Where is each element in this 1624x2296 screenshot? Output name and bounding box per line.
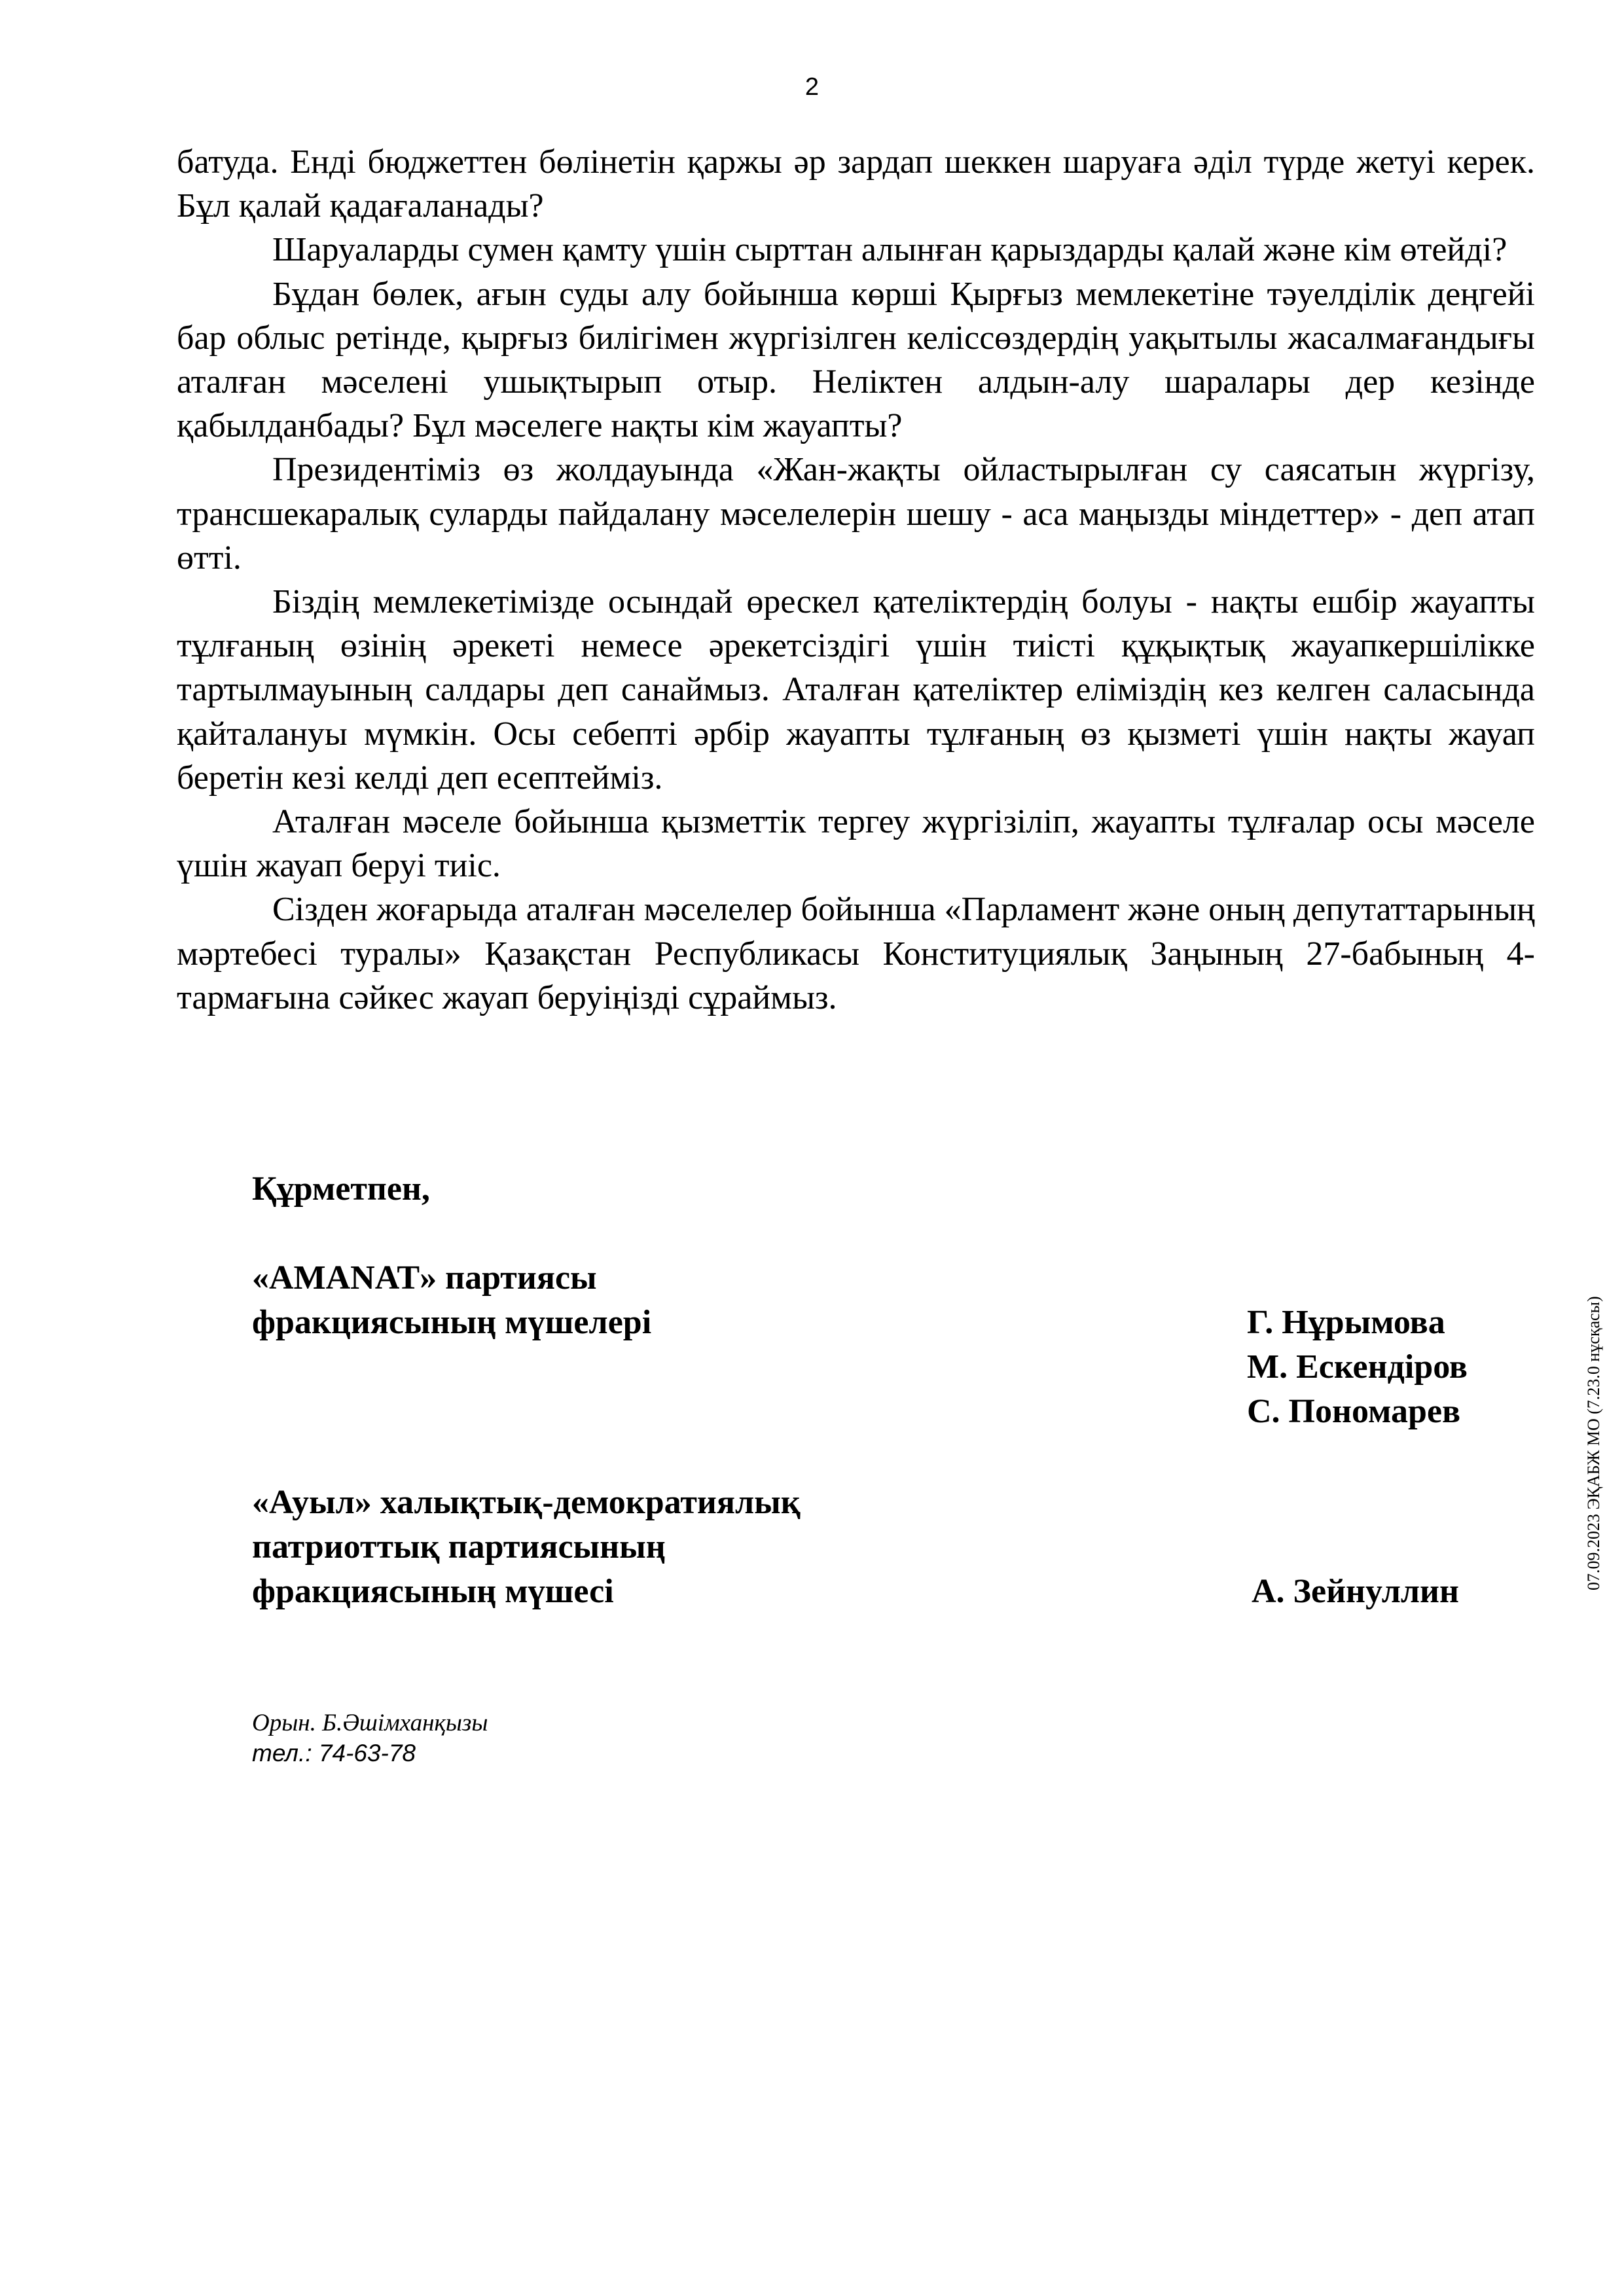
paragraph-5: Біздің мемлекетімізде осындай өрескел қателіктердің болуы - нақты ешбір жауапты тұлғаның өзінің әрекеті немесе әрекетсіздігі үшін тиісті құқықтық жауапкершілікке тартылмауының салдары деп санаймыз. Аталған қателіктер еліміздің кез келген саласында қайталануы мүмкін. Осы себепті әрбір жауапты тұлғаның өз қызметі үшін нақты жауап беретін кезі келді деп есептейміз.	[177, 583, 1535, 797]
faction-auyl-label	[252, 1480, 801, 1614]
signer-name: С. Пономарев	[1247, 1393, 1461, 1430]
signer-name: А. Зейнуллин	[1252, 1573, 1459, 1610]
executor-phone: тел.: 74-63-78	[252, 1740, 416, 1767]
signer-name: Г. Нұрымова	[1247, 1304, 1445, 1341]
paragraph-6: Аталған мәселе бойынша қызметтік тергеу жүргізіліп, жауапты тұлғалар осы мәселе үшін жауап беруі тиіс.	[177, 803, 1535, 885]
closing-regards: Құрметпен,	[252, 1170, 430, 1208]
side-registration-stamp: 07.09.2023 ЭҚАБЖ МО (7.23.0 нұсқасы)	[1584, 1296, 1603, 1590]
paragraph-2: Шаруаларды сумен қамту үшін сырттан алынған қарыздарды қалай және кім өтейді?	[272, 231, 1507, 269]
signer-name: М. Ескендіров	[1247, 1348, 1468, 1386]
paragraph-7: Сізден жоғарыда аталған мәселелер бойынша «Парламент және оның депутаттарының мәртебесі туралы» Қазақстан Республикасы Конституциялық Заңының 27-бабының 4-тармағына сәйкес жауап беруіңізді сұраймыз.	[177, 891, 1535, 1016]
paragraph-1: батуда. Енді бюджеттен бөлінетін қаржы әр зардап шеккен шаруаға әділ түрде жетуі керек. Бұл қалай қадағаланады?	[177, 143, 1535, 225]
executor-info	[252, 1708, 488, 1768]
page-number: 2	[804, 73, 820, 101]
faction-label-line: фракциясының мүшесі	[252, 1573, 614, 1610]
paragraph-3: Бұдан бөлек, ағын суды алу бойынша көрші Қырғыз мемлекетіне тәуелділік деңгейі бар облыс ретінде, қырғыз билігімен жүргізілген келіссөздердің уақытылы жасалмағандығы аталған мәселені ушықтырып отыр. Неліктен алдын-алу шаралары дер кезінде қабылданбады? Бұл мәселеге нақты кім жауапты?	[177, 275, 1535, 445]
letter-body	[177, 140, 1535, 1020]
faction-amanat-label	[252, 1256, 651, 1345]
faction-label-line: патриоттық партиясының	[252, 1528, 666, 1566]
faction-label-line: «AMANAT» партиясы	[252, 1259, 597, 1297]
paragraph-4: Президентіміз өз жолдауында «Жан-жақты ойластырылған су саясатын жүргізу, трансшекаралық суларды пайдалану мәселелерін шешу - аса маңызды міндеттер» - деп атап өтті.	[177, 451, 1535, 577]
executor-name: Орын. Б.Әшімханқызы	[252, 1710, 488, 1736]
faction-label-line: «Ауыл» халықтық-демократиялық	[252, 1484, 801, 1521]
faction-auyl-signers	[1252, 1570, 1459, 1614]
faction-amanat-signers	[1247, 1300, 1468, 1434]
faction-label-line: фракциясының мүшелері	[252, 1304, 652, 1341]
